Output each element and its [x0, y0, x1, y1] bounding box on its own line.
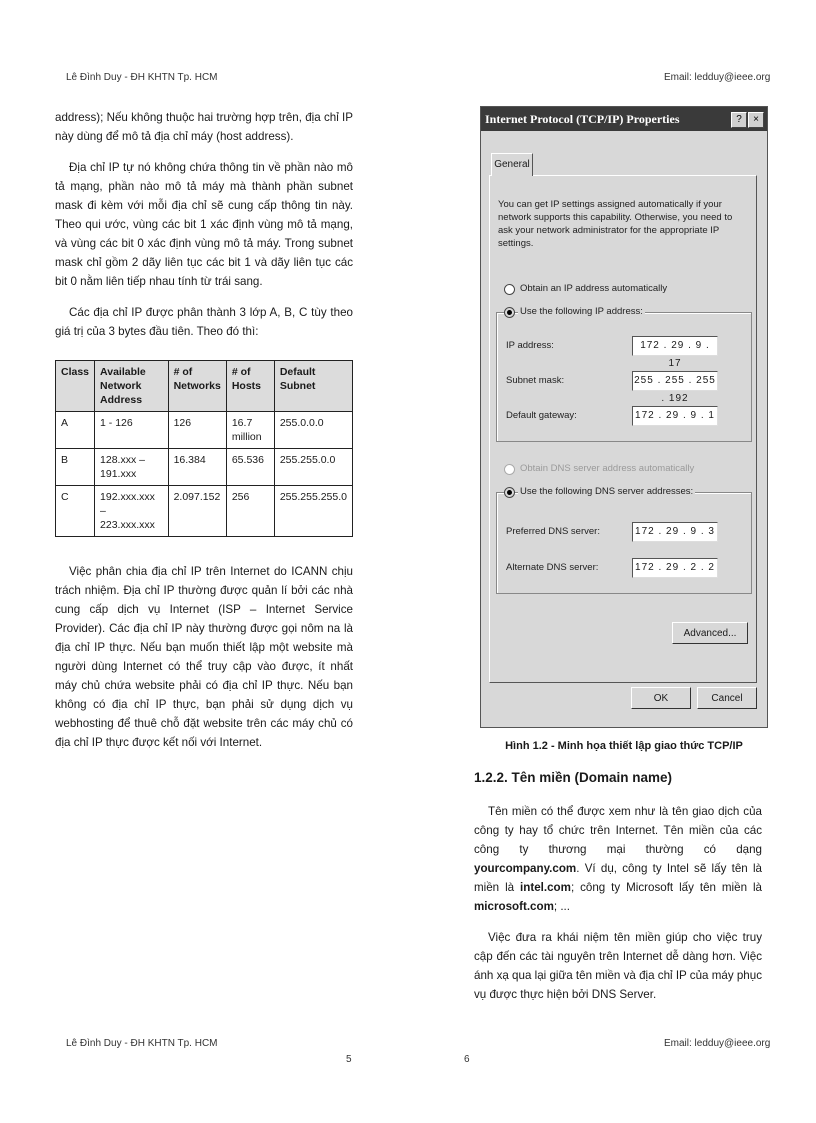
table-row: [56, 449, 353, 486]
page-number-right: 6: [464, 1054, 470, 1065]
table-cell: 126: [168, 412, 226, 449]
table-row: [56, 486, 353, 537]
domain-example: yourcompany.com: [474, 862, 577, 875]
default-gateway-label: Default gateway:: [506, 410, 577, 421]
paragraph: Các địa chỉ IP được phân thành 3 lớp A, B, C tùy theo giá trị của 3 bytes đầu tiên. Theo đó thì:: [55, 306, 353, 338]
radio-auto-ip-label: Obtain an IP address automatically: [520, 283, 668, 294]
radio-manual-dns-label: Use the following DNS server addresses:: [520, 486, 694, 497]
table-cell: 2.097.152: [168, 486, 226, 537]
help-button[interactable]: ?: [731, 112, 747, 128]
table-cell: 255.0.0.0: [274, 412, 352, 449]
ip-address-label: IP address:: [506, 340, 554, 351]
general-panel: [489, 175, 757, 683]
paragraph: Địa chỉ IP tự nó không chứa thông tin về phần nào mô tả mạng, phần nào mô tả máy mà thành phần subnet mask đi kèm với mỗi địa chỉ sẽ cung cấp thông tin này. Theo qui ước, vùng các bit 1 xác định vùng mô tả mạng, và vùng các bit 0 xác định vùng mô tả máy. Trong subnet mask chỉ gồm 2 dãy liên tục các bit 1 và dãy liên tục các bit 0 nằm liên tiếp nhau tính từ trái sang.: [55, 161, 353, 288]
preferred-dns-input[interactable]: 172 . 29 . 9 . 3: [632, 522, 718, 542]
paragraph: Tên miền có thể được xem như là tên giao dịch của công ty hay tổ chức trên Internet. Tên miền của các công ty thương mại thường có dạng yourcompany.com. Ví dụ, công ty Intel sẽ lấy tên là miền là intel.com; công ty Microsoft lấy tên miền là microsoft.com; ...: [474, 805, 762, 913]
alternate-dns-label: Alternate DNS server:: [506, 562, 599, 573]
radio-auto-dns[interactable]: [504, 464, 515, 475]
table-header-cell: Default Subnet: [274, 361, 352, 412]
radio-auto-ip[interactable]: [504, 284, 515, 295]
default-gateway-input[interactable]: 172 . 29 . 9 . 1: [632, 406, 718, 426]
table-cell: 255.255.255.0: [274, 486, 352, 537]
subnet-mask-label: Subnet mask:: [506, 375, 565, 386]
table-cell: 128.xxx – 191.xxx: [95, 449, 169, 486]
left-column: [55, 108, 353, 341]
table-cell: 256: [226, 486, 274, 537]
advanced-button[interactable]: Advanced...: [672, 622, 748, 644]
section-title: 1.2.2. Tên miền (Domain name): [474, 770, 673, 785]
radio-manual-ip[interactable]: [504, 307, 515, 318]
table-cell: B: [56, 449, 95, 486]
intro-text: You can get IP settings assigned automatically if your network supports this capability. Otherwise, you need to ask your network administrator for the appropriate IP settings.: [498, 199, 733, 249]
domain-example: microsoft.com: [474, 900, 554, 913]
paragraph: Việc đưa ra khái niệm tên miền giúp cho việc truy cập đến các tài nguyên trên Internet dễ dàng hơn. Việc ánh xạ qua lại giữa tên miền và địa chỉ IP của máy phục vụ được thực hiện bởi DNS Server.: [474, 931, 762, 1001]
paragraph: Việc phân chia địa chỉ IP trên Internet do ICANN chịu trách nhiệm. Địa chỉ IP thường được quản lí bởi các nhà cung cấp dịch vụ Internet (ISP – Internet Service Provider). Các địa chỉ IP này thường được gọi nôm na là địa chỉ IP thực. Nếu bạn muốn thiết lập một website mà người dùng Internet có thể truy cập vào được, ít nhất máy chủ chứa website phải có địa chỉ IP thực. Nếu bạn không có địa chỉ IP thực, bạn phải sử dụng dịch vụ webhosting để thuê chỗ đặt website trên các máy chủ có địa chỉ IP thực được kết nối với Internet.: [55, 565, 353, 749]
preferred-dns-label: Preferred DNS server:: [506, 526, 600, 537]
table-cell: 65.536: [226, 449, 274, 486]
close-button[interactable]: ×: [748, 112, 764, 128]
table-cell: 192.xxx.xxx – 223.xxx.xxx: [95, 486, 169, 537]
radio-auto-dns-label: Obtain DNS server address automatically: [520, 463, 695, 474]
dialog-title: Internet Protocol (TCP/IP) Properties: [481, 107, 767, 131]
table-cell: 16.7 million: [226, 412, 274, 449]
table-header-cell: # of Hosts: [226, 361, 274, 412]
cancel-button[interactable]: Cancel: [697, 687, 757, 709]
ip-class-table: [55, 360, 353, 537]
tab-general[interactable]: General: [491, 153, 533, 176]
table-cell: A: [56, 412, 95, 449]
paragraph: address); Nếu không thuộc hai trường hợp trên, địa chỉ IP này dùng để mô tả địa chỉ máy (host address).: [55, 111, 353, 143]
table-cell: C: [56, 486, 95, 537]
table-header-row: [56, 361, 353, 412]
subnet-mask-input[interactable]: 255 . 255 . 255 . 192: [632, 371, 718, 391]
table-cell: 16.384: [168, 449, 226, 486]
radio-manual-ip-label: Use the following IP address:: [520, 306, 643, 317]
table-cell: 1 - 126: [95, 412, 169, 449]
ok-button[interactable]: OK: [631, 687, 691, 709]
left-column-bottom: [55, 562, 353, 752]
table-header-cell: # of Networks: [168, 361, 226, 412]
radio-manual-dns[interactable]: [504, 487, 515, 498]
right-column: [474, 802, 762, 1004]
table-header-cell: Class: [56, 361, 95, 412]
table-header-cell: Available Network Address: [95, 361, 169, 412]
ip-address-input[interactable]: 172 . 29 . 9 . 17: [632, 336, 718, 356]
domain-example: intel.com: [520, 881, 571, 894]
page-number-left: 5: [346, 1054, 352, 1065]
alternate-dns-input[interactable]: 172 . 29 . 2 . 2: [632, 558, 718, 578]
table-cell: 255.255.0.0: [274, 449, 352, 486]
tcpip-properties-dialog: [480, 106, 768, 728]
dns-group-box: [496, 492, 752, 594]
table-row: [56, 412, 353, 449]
figure-caption: Hình 1.2 - Minh họa thiết lập giao thức TCP/IP: [505, 740, 743, 752]
footer-email: Email: ledduy@ieee.org: [664, 1038, 771, 1049]
header-author: Lê Đình Duy - ĐH KHTN Tp. HCM: [66, 72, 218, 83]
footer-author: Lê Đình Duy - ĐH KHTN Tp. HCM: [66, 1038, 218, 1049]
header-email: Email: ledduy@ieee.org: [664, 72, 771, 83]
